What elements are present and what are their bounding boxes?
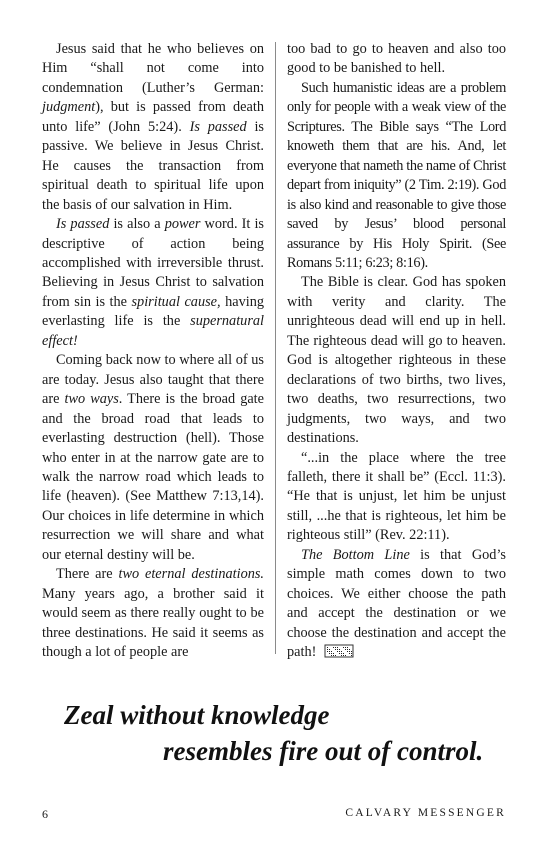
paragraph: [42, 565, 264, 662]
paragraph: [42, 40, 264, 215]
paragraph: [287, 546, 506, 663]
paragraph: [42, 351, 264, 565]
paragraph: [42, 215, 264, 351]
paragraph-text: word. It is descriptive of action being accomplished with irreversible thrust. Believing in Jesus Christ to salvation from sin is the: [42, 216, 264, 310]
emphasized-text: The Bottom Line: [301, 546, 410, 563]
article-right-column: [287, 40, 506, 663]
pull-quote-line-2: resembles fire out of control.: [163, 736, 484, 766]
paragraph-text: is passive. We believe in Jesus Christ. He causes the transaction from spiritual death to spiritual life upon the basis of our salvation in Him.: [42, 118, 264, 213]
paragraph-text: Many years ago, a brother said it would seem as there really ought to be three destinations. He said it seems as though a lot of people are: [42, 585, 264, 661]
paragraph: [287, 79, 506, 274]
paragraph-text: “...in the place where the tree falleth, there it shall be” (Eccl. 11:3). “He that is unjust, let him be unjust still, ...he that is righteous, let him be righteous still” (Rev. 22:11).: [287, 449, 506, 544]
column-divider: [275, 42, 276, 654]
emphasized-text: spiritual cause,: [131, 293, 221, 310]
emphasized-text: two eternal destinations.: [118, 566, 265, 583]
end-mark-icon: [324, 644, 354, 658]
paragraph-text: Jesus said that he who believes on Him “shall not come into condemnation (Luther’s German:: [42, 41, 264, 96]
paragraph-text: is that God’s simple math comes down to two choices. We either choose the path and accept the destination or we choose the destination and accept the path!: [287, 546, 506, 661]
article-left-column: [42, 40, 264, 663]
paragraph-text: is also a: [109, 216, 165, 233]
publication-masthead: CALVARY MESSENGER: [345, 807, 506, 819]
paragraph: [287, 273, 506, 448]
paragraph-text: The Bible is clear. God has spoken with verity and clarity. The unrighteous dead will end up in hell. The righteous dead will go to heaven. God is altogether righteous in these declarations of two births, two lives, two deaths, two resurrections, two judgments, two ways, and two destinations.: [287, 274, 506, 447]
emphasized-text: supernatural effect!: [42, 313, 264, 349]
paragraph-text: too bad to go to heaven and also too good to be banished to hell.: [287, 41, 506, 77]
paragraph-text: . There is the broad gate and the broad road that leads to everlasting destruction (hell). Those who enter in at the narrow gate are to walk the narrow road which leads to life (heaven). (See Matthew 7:13,14). Our choices in life determine in which resurrection we will share and what our eternal destiny will be.: [42, 391, 265, 563]
emphasized-text: Is passed: [189, 118, 247, 135]
paragraph-text: There are: [56, 566, 119, 583]
emphasized-text: Is passed: [56, 216, 110, 233]
emphasized-text: power: [164, 216, 201, 233]
paragraph: [287, 449, 506, 546]
emphasized-text: judgment: [42, 99, 96, 116]
paragraph-text: ), but is passed from death unto life” (John 5:24).: [42, 99, 264, 135]
pull-quote-line-1: Zeal without knowledge: [64, 700, 330, 730]
paragraph-text: having everlasting life is the: [42, 293, 264, 330]
paragraph-text: Such humanistic ideas are a problem only for people with a weak view of the Scriptures. The Bible says “The Lord knoweth them that are his. And, let everyone that nameth the name of Christ depart from iniquity” (2 Tim. 2:19). God is also kind and reasonable to give those saved by Jesus’ blood personal assurance by His Holy Spirit. (See Romans 5:11; 6:23; 8:16).: [287, 79, 506, 271]
paragraph: [287, 40, 506, 79]
page-number: 6: [42, 807, 48, 821]
emphasized-text: two ways: [64, 391, 119, 408]
paragraph-text: Coming back now to where all of us are today. Jesus also taught that there are: [42, 352, 264, 408]
